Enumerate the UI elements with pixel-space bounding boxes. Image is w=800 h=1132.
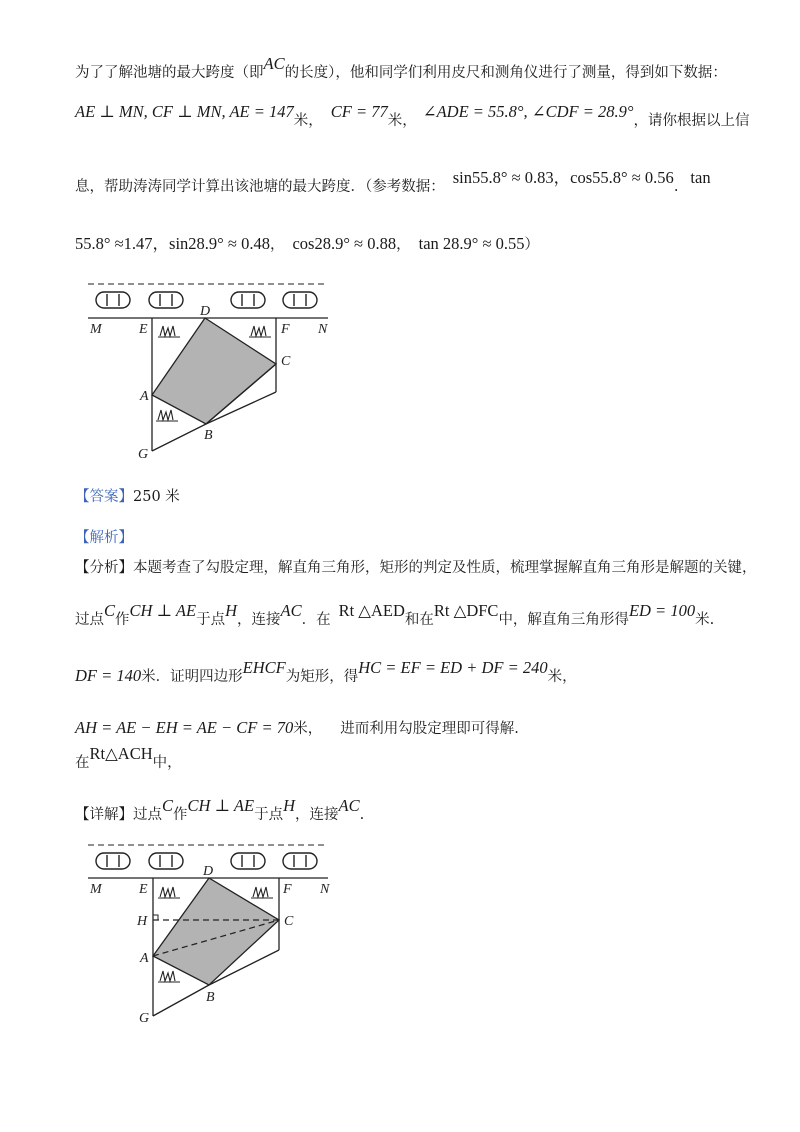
car-icon (149, 853, 183, 869)
detail-line: 【详解】过点C作CH ⊥ AE于点H，连接AC. (75, 796, 365, 823)
label-N: N (320, 882, 330, 897)
label-D: D (203, 864, 214, 879)
car-icon (283, 292, 317, 308)
label-F: F (281, 322, 290, 337)
analysis-line-3: AH = AE − EH = AE − CF = 70米， 进而利用勾股定理即可得解. (75, 718, 519, 737)
math-ref-1: sin55.8° ≈ 0.83，cos55.8° ≈ 0.56 (452, 168, 674, 187)
label-B: B (204, 428, 213, 443)
problem-line-4: 55.8° ≈1.47，sin28.9° ≈ 0.48， cos28.9° ≈ 0.88， tan 28.9° ≈ 0.55） (75, 234, 540, 253)
math-cf: CF = 77 (330, 102, 388, 121)
pond-shape (153, 878, 279, 985)
car-icon (231, 292, 265, 308)
analysis-tag-line (75, 531, 133, 546)
label-C: C (281, 354, 291, 369)
label-N: N (318, 322, 328, 337)
answer-value: 250 米 (133, 489, 180, 505)
math-ref-3: cos28.9° ≈ 0.88 (292, 234, 397, 253)
figure-2 (80, 838, 340, 1028)
line-gb (152, 424, 206, 451)
label-G: G (138, 447, 149, 462)
math-angles: ∠ADE = 55.8°, ∠CDF = 28.9° (422, 102, 634, 121)
car-icon (283, 853, 317, 869)
analysis-line-4: 在Rt△ACH中， (75, 744, 182, 771)
answer-tag: 【答案】 (75, 489, 133, 505)
detail-tag: 【详解】 (75, 807, 133, 823)
label-B: B (206, 990, 215, 1005)
math-perp-conditions: AE ⊥ MN, CF ⊥ MN, AE = 147 (75, 102, 294, 121)
label-M: M (90, 322, 102, 337)
car-icon (231, 853, 265, 869)
math-ref-2: 55.8° ≈1.47，sin28.9° ≈ 0.48 (75, 234, 270, 253)
label-H: H (137, 914, 148, 929)
label-C: C (284, 914, 294, 929)
analysis-line-2: DF = 140米．证明四边形EHCF为矩形，得HC = EF = ED + DF = 240米， (75, 658, 577, 685)
right-angle-mark (153, 915, 158, 920)
problem-line-1: 为了了解池塘的最大跨度（即AC的长度），他和同学们利用皮尺和测角仪进行了测量，得到如下数据： (75, 54, 727, 81)
label-D: D (200, 304, 211, 319)
analysis-tag: 【解析】 (75, 530, 133, 546)
label-A: A (140, 389, 149, 404)
car-icon (96, 853, 130, 869)
label-F: F (283, 882, 292, 897)
label-E: E (139, 882, 148, 897)
figure-1 (80, 278, 340, 463)
problem-line-2: AE ⊥ MN, CF ⊥ MN, AE = 147米， CF = 77米， ∠ADE = 55.8°, ∠CDF = 28.9°，请你根据以上信 (75, 102, 750, 129)
math-ac: AC (263, 54, 285, 73)
problem-line-3: 息，帮助涛涛同学计算出该池塘的最大跨度．（参考数据： sin55.8° ≈ 0.83，cos55.8° ≈ 0.56. tan (75, 168, 711, 195)
label-A: A (140, 951, 149, 966)
car-icon (149, 292, 183, 308)
label-E: E (139, 322, 148, 337)
math-ref-4: tan 28.9° ≈ 0.55 (418, 234, 525, 253)
fenxi-tag: 【分析】 (75, 560, 133, 576)
label-G: G (139, 1011, 150, 1026)
label-M: M (90, 882, 102, 897)
fenxi-line: 【分析】本题考查了勾股定理，解直角三角形，矩形的判定及性质，梳理掌握解直角三角形是解题的关键， (75, 560, 757, 576)
car-icon (96, 292, 130, 308)
answer-line (75, 490, 180, 505)
analysis-line-1: 过点C作CH ⊥ AE于点H，连接AC．在 Rt △AED和在Rt △DFC中，解直角三角形得ED = 100米. (75, 601, 715, 628)
line-gb (153, 985, 209, 1016)
